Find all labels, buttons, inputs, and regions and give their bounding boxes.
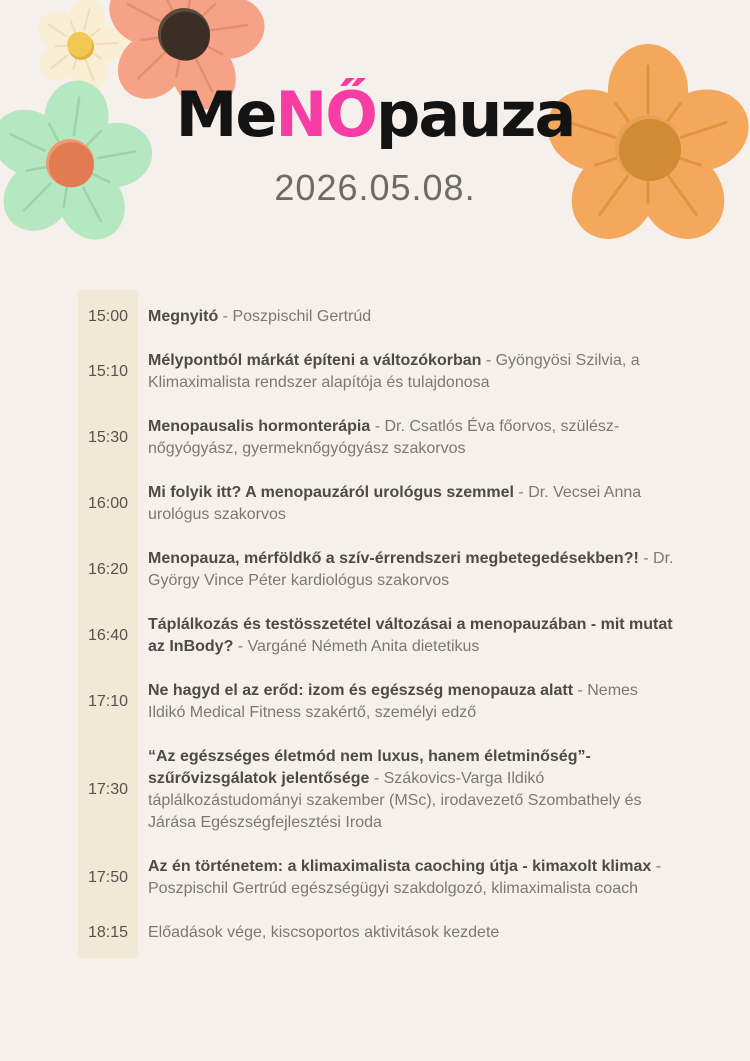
item-desc: - Dr. Csatlós Éva főorvos, szülész-nőgyógyász, gyermeknőgyógyász szakorvos <box>148 418 620 457</box>
item-text <box>148 482 674 526</box>
time-label: 17:30 <box>87 781 129 798</box>
item-title: Az én történetem: a klimaximalista caoching útja - kimaxolt klimax <box>148 858 652 875</box>
time-label: 16:00 <box>87 495 129 512</box>
item-desc: - Poszpischil Gertrúd egészségügyi szakdolgozó, klimaximalista coach <box>148 858 662 897</box>
title-part-3: pauza <box>376 78 575 151</box>
item-desc: - Gyöngyösi Szilvia, a Klimaximalista rendszer alapítója és tulajdonosa <box>148 352 640 391</box>
item-desc: - Poszpischil Gertrúd <box>218 308 372 325</box>
time-label: 15:30 <box>87 429 129 446</box>
page-title <box>0 78 750 151</box>
item-desc: - Dr. György Vince Péter kardiológus szakorvos <box>148 550 674 589</box>
schedule-item <box>78 614 674 658</box>
time-label: 16:20 <box>87 561 129 578</box>
item-title: Menopausalis hormonterápia <box>148 418 371 435</box>
schedule-item <box>78 856 674 900</box>
item-title: Ne hagyd el az erőd: izom és egészség menopauza alatt <box>148 682 574 699</box>
time-label: 16:40 <box>87 627 129 644</box>
item-title: Táplálkozás és testösszetétel változásai a menopauzában - mit mutat az InBody? <box>148 616 673 655</box>
poster-header <box>0 0 750 260</box>
item-text <box>148 350 674 394</box>
item-text <box>148 306 674 328</box>
item-text <box>148 614 674 658</box>
item-title: Megnyitó <box>148 308 219 325</box>
item-title: “Az egészséges életmód nem luxus, hanem életminőség”- szűrővizsgálatok jelentősége <box>148 748 591 787</box>
time-label: 15:10 <box>87 363 129 380</box>
item-title: Menopauza, mérföldkő a szív-érrendszeri megbetegedésekben?! <box>148 550 639 567</box>
item-text <box>148 548 674 592</box>
item-text <box>148 922 674 944</box>
time-label: 17:10 <box>87 693 129 710</box>
schedule-item <box>78 350 674 394</box>
time-label: 15:00 <box>87 308 129 325</box>
item-desc: - Szákovics-Varga Ildikó táplálkozástudományi szakember (MSc), irodavezető Szombathely és Járása Egészségfejlesztési Iroda <box>148 770 642 831</box>
title-accent: NŐ <box>275 78 377 151</box>
schedule-list <box>78 290 674 958</box>
schedule-item <box>78 680 674 724</box>
item-text <box>148 416 674 460</box>
item-desc: - Vargáné Németh Anita dietetikus <box>233 638 480 655</box>
event-date: 2026.05.08. <box>274 167 476 208</box>
schedule-item <box>78 306 674 328</box>
schedule-item <box>78 416 674 460</box>
schedule-item <box>78 482 674 526</box>
item-desc: - Dr. Vecsei Anna urológus szakorvos <box>148 484 642 523</box>
item-text <box>148 856 674 900</box>
item-desc: - Nemes Ildikó Medical Fitness szakértő, személyi edző <box>148 682 638 721</box>
title-part-1: Me <box>175 78 276 151</box>
schedule-item <box>78 746 674 834</box>
item-title: Mi folyik itt? A menopauzáról urológus szemmel <box>148 484 514 501</box>
item-desc: Előadások vége, kiscsoportos aktivitások kezdete <box>148 924 500 941</box>
schedule-item <box>78 922 674 944</box>
time-label: 17:50 <box>87 869 129 886</box>
schedule-item <box>78 548 674 592</box>
time-label: 18:15 <box>87 924 129 941</box>
item-text <box>148 746 674 834</box>
item-text <box>148 680 674 724</box>
item-title: Mélypontból márkát építeni a változókorban <box>148 352 482 369</box>
